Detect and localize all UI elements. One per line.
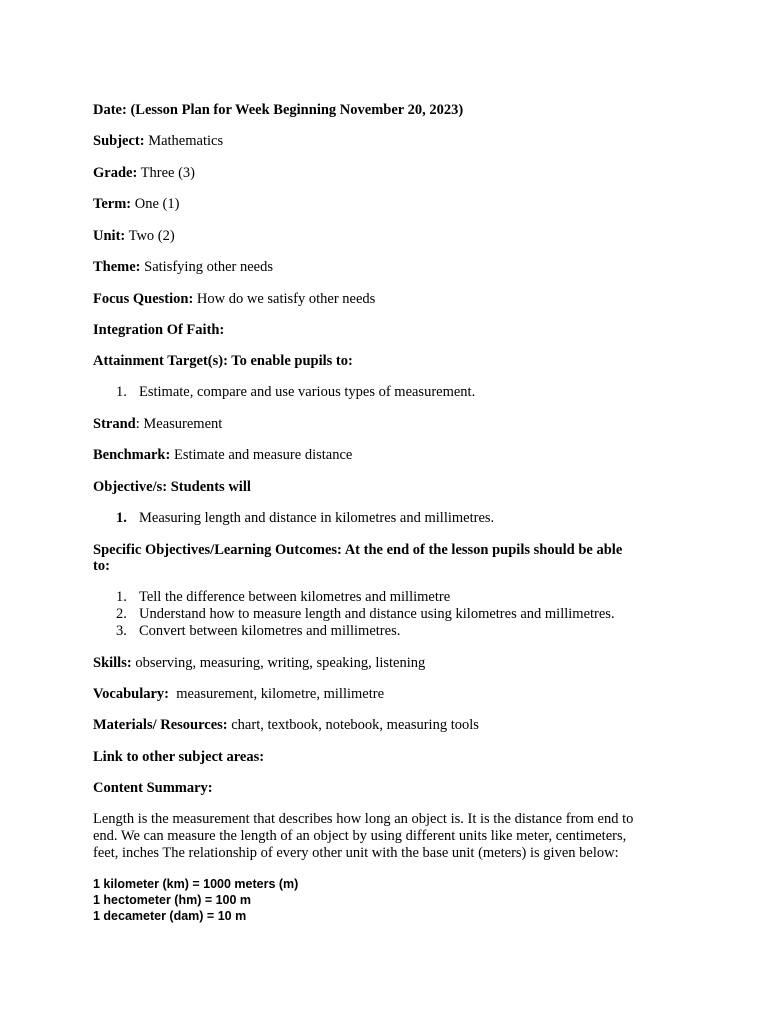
- skills-value: observing, measuring, writing, speaking, listening: [131, 655, 426, 671]
- benchmark-value: Estimate and measure distance: [170, 447, 353, 463]
- materials-field: [93, 716, 479, 734]
- integration-of-faith-heading: Integration Of Faith:: [93, 322, 225, 338]
- list-item-text: Convert between kilometres and millimetres.: [139, 623, 401, 639]
- unit-value: Two (2): [125, 228, 175, 244]
- vocabulary-field: [93, 685, 384, 703]
- strand-value: : Measurement: [135, 416, 223, 432]
- term-label: Term:: [93, 196, 132, 212]
- theme-value: Satisfying other needs: [140, 259, 274, 275]
- objectives-list-item: [116, 510, 494, 527]
- unit-label: Unit:: [93, 228, 126, 244]
- focus-question-label: Focus Question:: [93, 291, 194, 307]
- focus-question-value: How do we satisfy other needs: [193, 291, 376, 307]
- theme-label: Theme:: [93, 259, 141, 275]
- materials-value: chart, textbook, notebook, measuring tools: [227, 717, 479, 733]
- link-other-subjects-heading: Link to other subject areas:: [93, 749, 265, 765]
- list-number: 3.: [116, 623, 127, 639]
- specific-list-item: [116, 606, 615, 623]
- list-item-text: Measuring length and distance in kilometres and millimetres.: [139, 510, 495, 526]
- list-number: 2.: [116, 606, 127, 622]
- unit-field: [93, 227, 175, 245]
- subject-value: Mathematics: [144, 133, 224, 149]
- grade-label: Grade:: [93, 165, 138, 181]
- objectives-heading: Objective/s: Students will: [93, 479, 251, 495]
- list-number: 1.: [116, 589, 127, 605]
- list-item-text: Understand how to measure length and distance using kilometres and millimetres.: [139, 606, 615, 622]
- specific-objectives-heading: Specific Objectives/Learning Outcomes: At the end of the lesson pupils should be able: [93, 542, 623, 558]
- specific-objectives-heading-cont: to:: [93, 558, 110, 574]
- term-value: One (1): [131, 196, 180, 212]
- strand-label: Strand: [93, 416, 136, 432]
- list-number: 1.: [116, 384, 127, 400]
- subject-field: [93, 132, 223, 150]
- skills-label: Skills:: [93, 655, 132, 671]
- grade-field: [93, 164, 195, 182]
- list-item-text: Estimate, compare and use various types of measurement.: [139, 384, 476, 400]
- theme-field: [93, 258, 273, 276]
- attainment-list-item: [116, 384, 475, 401]
- content-paragraph-line: end. We can measure the length of an object by using different units like meter, centimeters,: [93, 828, 627, 844]
- specific-list-item: [116, 589, 450, 606]
- conversion-line: 1 decameter (dam) = 10 m: [93, 909, 247, 923]
- content-paragraph-line: Length is the measurement that describes how long an object is. It is the distance from end to: [93, 811, 634, 827]
- vocabulary-label: Vocabulary:: [93, 686, 169, 702]
- subject-label: Subject:: [93, 133, 145, 149]
- specific-list-item: [116, 623, 400, 640]
- date-heading: Date: (Lesson Plan for Week Beginning November 20, 2023): [93, 102, 464, 118]
- list-item-text: Tell the difference between kilometres and millimetre: [139, 589, 451, 605]
- skills-field: [93, 654, 425, 672]
- strand-field: [93, 415, 222, 433]
- content-summary-heading: Content Summary:: [93, 780, 213, 796]
- conversion-line: 1 kilometer (km) = 1000 meters (m): [93, 877, 299, 891]
- conversion-line: 1 hectometer (hm) = 100 m: [93, 893, 252, 907]
- vocabulary-value: measurement, kilometre, millimetre: [169, 686, 385, 702]
- content-paragraph-line: feet, inches The relationship of every other unit with the base unit (meters) is given below:: [93, 845, 619, 861]
- benchmark-field: [93, 446, 352, 464]
- attainment-targets-heading: Attainment Target(s): To enable pupils to:: [93, 353, 353, 369]
- materials-label: Materials/ Resources:: [93, 717, 228, 733]
- grade-value: Three (3): [137, 165, 195, 181]
- term-field: [93, 195, 179, 213]
- list-number: 1.: [116, 510, 127, 526]
- focus-question-field: [93, 290, 375, 308]
- benchmark-label: Benchmark:: [93, 447, 171, 463]
